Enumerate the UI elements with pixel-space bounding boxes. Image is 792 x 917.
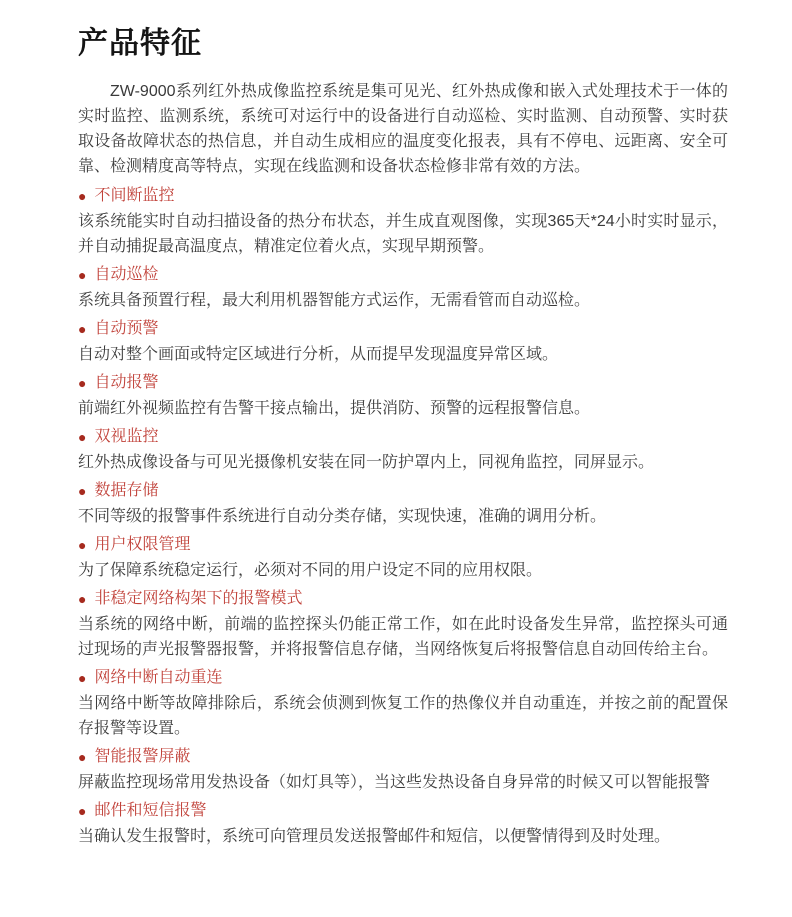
feature-section: [78, 534, 728, 583]
feature-title-label: 不间断监控: [94, 187, 175, 204]
feature-description: 系统具备预置行程，最大利用机器智能方式运作，无需看管而自动巡检。: [78, 292, 591, 309]
feature-heading: [78, 185, 728, 207]
feature-description: 当确认发生报警时，系统可向管理员发送报警邮件和短信，以便警情得到及时处理。: [78, 828, 671, 845]
feature-heading: [78, 746, 728, 768]
feature-description: 当系统的网络中断，前端的监控探头仍能正常工作，如在此时设备发生异常，监控探头可通过现场的声光报警器报警，并将报警信息存储，当网络恢复后将报警信息自动回传给主台。: [78, 616, 728, 658]
feature-section: [78, 372, 728, 421]
feature-heading: [78, 667, 728, 689]
bullet-icon: ●: [78, 670, 87, 686]
feature-heading: [78, 426, 728, 448]
feature-description: 自动对整个画面或特定区域进行分析，从而提早发现温度异常区域。: [78, 346, 559, 363]
bullet-icon: ●: [78, 429, 87, 445]
bullet-icon: ●: [78, 267, 87, 283]
feature-description: 不同等级的报警事件系统进行自动分类存储，实现快速，准确的调用分析。: [78, 508, 607, 525]
feature-description: 该系统能实时自动扫描设备的热分布状态，并生成直观图像，实现365天*24小时实时显示，并自动捕捉最高温度点，精准定位着火点，实现早期预警。: [78, 213, 728, 255]
feature-sections: [78, 185, 728, 849]
feature-title-label: 智能报警屏蔽: [94, 748, 191, 765]
feature-heading: [78, 534, 728, 556]
feature-section: [78, 667, 728, 741]
bullet-icon: ●: [78, 188, 87, 204]
feature-description: 为了保障系统稳定运行，必须对不同的用户设定不同的应用权限。: [78, 562, 543, 579]
feature-heading: [78, 372, 728, 394]
feature-section: [78, 185, 728, 259]
feature-section: [78, 746, 728, 795]
feature-heading: [78, 588, 728, 610]
bullet-icon: ●: [78, 483, 87, 499]
bullet-icon: ●: [78, 375, 87, 391]
feature-section: [78, 318, 728, 367]
feature-heading: [78, 318, 728, 340]
feature-section: [78, 426, 728, 475]
feature-description: 前端红外视频监控有告警干接点输出，提供消防、预警的远程报警信息。: [78, 400, 591, 417]
bullet-icon: ●: [78, 537, 87, 553]
page-title: 产品特征: [78, 27, 202, 60]
intro-paragraph: ZW-9000系列红外热成像监控系统是集可见光、红外热成像和嵌入式处理技术于一体的实时监控、监测系统，系统可对运行中的设备进行自动巡检、实时监测、自动预警、实时获取设备故障状态的热信息，并自动生成相应的温度变化报表，具有不停电、远距离、安全可靠、检测精度高等特点，实现在线监测和设备状态检修非常有效的方法。: [78, 83, 728, 175]
feature-description: 屏蔽监控现场常用发热设备（如灯具等），当这些发热设备自身异常的时候又可以智能报警: [78, 774, 711, 791]
feature-description: 当网络中断等故障排除后，系统会侦测到恢复工作的热像仪并自动重连，并按之前的配置保存报警等设置。: [78, 695, 728, 737]
feature-section: [78, 800, 728, 849]
bullet-icon: ●: [78, 591, 87, 607]
feature-description: 红外热成像设备与可见光摄像机安装在同一防护罩内上，同视角监控，同屏显示。: [78, 454, 655, 471]
feature-title-label: 网络中断自动重连: [94, 669, 223, 686]
feature-title-label: 数据存储: [94, 482, 159, 499]
bullet-icon: ●: [78, 321, 87, 337]
feature-title-label: 双视监控: [94, 428, 159, 445]
feature-title-label: 邮件和短信报警: [94, 802, 207, 819]
feature-section: [78, 588, 728, 662]
feature-title-label: 自动报警: [94, 374, 159, 391]
feature-section: [78, 264, 728, 313]
bullet-icon: ●: [78, 749, 87, 765]
feature-heading: [78, 264, 728, 286]
feature-title-label: 自动预警: [94, 320, 159, 337]
feature-title-label: 用户权限管理: [94, 536, 191, 553]
feature-section: [78, 480, 728, 529]
feature-heading: [78, 480, 728, 502]
feature-heading: [78, 800, 728, 822]
feature-title-label: 自动巡检: [94, 266, 159, 283]
feature-title-label: 非稳定网络构架下的报警模式: [94, 590, 303, 607]
bullet-icon: ●: [78, 803, 87, 819]
